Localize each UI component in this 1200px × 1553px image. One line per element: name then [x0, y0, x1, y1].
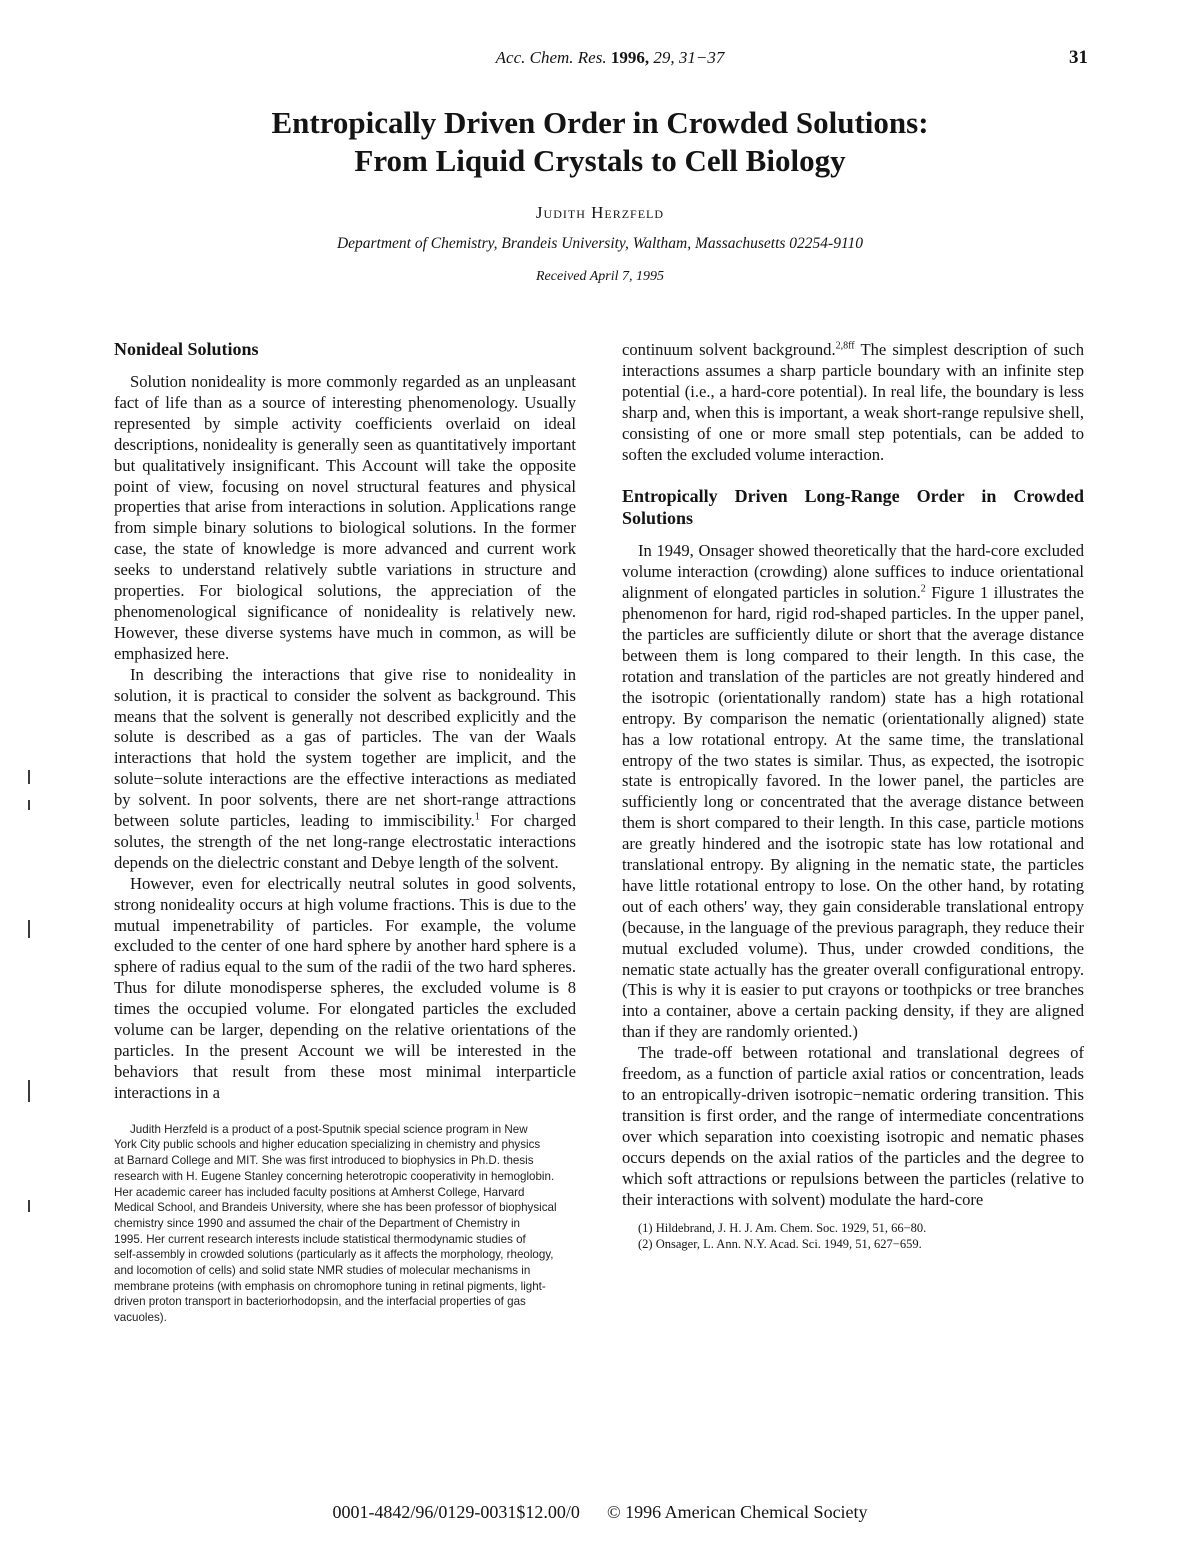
bio-line: membrane proteins (with emphasis on chromophore tuning in retinal pigments, light-: [114, 1279, 546, 1293]
paragraph-excluded-volume: However, even for electrically neutral solutes in good solvents, strong nonideality occurs at high volume fractions. This is due to the mutual impenetrability of particles. For example, the volume excluded to the center of one hard sphere by another hard sphere is a sphere of radius equal to the sum of the radii of the two hard spheres. Thus for dilute monodisperse spheres, the excluded volume is 8 times the occupied volume. For elongated particles the excluded volume can be larger, depending on the relative orientations of the particles. In the present Account we will be interested in the behaviors that result from these most minimal interparticle interactions in a: [114, 873, 576, 1102]
bio-line: chemistry since 1990 and assumed the chair of the Department of Chemistry in: [114, 1216, 520, 1230]
title-line-2: From Liquid Crystals to Cell Biology: [354, 143, 846, 178]
received-date: Received April 7, 1995: [535, 269, 665, 284]
footnote-2: (2) Onsager, L. Ann. N.Y. Acad. Sci. 1949, 51, 627−659.: [638, 1237, 922, 1252]
scan-edge-mark: [28, 1200, 30, 1212]
section-heading-nonideal: Nonideal Solutions: [114, 339, 259, 359]
page-number: 31: [1069, 47, 1088, 68]
paragraph-text: Figure 1 illustrates the phenomenon for hard, rigid rod-shaped particles. In the upper panel, the particles are sufficiently dilute or short that the average distance between them is long compared to their length. In this case, the rotation and translation of the particles are not greatly hindered and the isotropic (orientationally random) state has a high rotational entropy. By comparison the nematic (orientationally aligned) state has a low rotational entropy. At the same time, the translational entropy of the two states is similar. Thus, as expected, the isotropic state is entropically favored. In the lower panel, the particles are sufficiently long or concentrated that the average distance between them is short compared to their length. In this case, particle motions are greatly hindered and the isotropic state has low rotational and translational entropy. By aligning in the nematic state, the particles have little rotational entropy to lose. On the other hand, by rotating out of each others' way, they gain considerable translational entropy (because, in the language of the previous paragraph, they reduce their mutual excluded volume). Thus, under crowded conditions, the nematic state actually has the greater overall configurational entropy. (This is why it is easier to put crayons or toothpicks or tree branches into a container, above a certain packing density, if they are aligned than if they are randomly oriented.): [622, 583, 1084, 1042]
journal-year: 1996,: [610, 48, 650, 67]
footnotes: [622, 1220, 1084, 1252]
paragraph-text: continuum solvent background.: [622, 340, 836, 359]
author-name: Judith Herzfeld: [535, 203, 665, 222]
paragraph-onsager: [622, 541, 1084, 1043]
footnote-1: (1) Hildebrand, J. H. J. Am. Chem. Soc. 1929, 51, 66−80.: [638, 1221, 927, 1236]
bio-line: and locomotion of cells) and solid state NMR studies of molecular mechanisms in: [114, 1264, 531, 1278]
section-heading-long-range-order: Entropically Driven Long-Range Order in Crowded Solutions: [622, 486, 1084, 529]
paragraph-text: In 1949, Onsager showed theoretically that the hard-core excluded volume interaction (crowding) alone suffices to induce orientational alignment of elongated particles in solution.: [622, 541, 1084, 603]
scan-edge-mark: [28, 770, 30, 784]
paragraph-text: The simplest description of such interactions assumes a sharp particle boundary with an infinite step potential (i.e., a hard-core potential). In real life, the boundary is less sharp and, when this is important, a weak short-range repulsive shell, consisting of one or more small step potentials, can be added to soften the excluded volume interaction.: [622, 340, 1084, 464]
journal-volume-pages: 29, 31−37: [653, 48, 725, 67]
bio-line: Her academic career has included faculty positions at Amherst College, Harvard: [114, 1185, 525, 1199]
paragraph-continuum-solvent: [622, 340, 1084, 465]
bio-line: research with H. Eugene Stanley concerning heterotropic cooperativity in hemoglobin.: [114, 1169, 555, 1183]
author-affiliation: Department of Chemistry, Brandeis University, Waltham, Massachusetts 02254-9110: [336, 235, 864, 252]
bio-line: Medical School, and Brandeis University, where she has been professor of biophysical: [114, 1201, 557, 1215]
scan-edge-mark: [28, 1080, 30, 1102]
paragraph-intro: Solution nonideality is more commonly regarded as an unpleasant fact of life than as a source of interesting phenomenology. Usually represented by simple activity coefficients overlaid on ideal descriptions, nonideality is generally seen as quantitatively important but qualitatively insignificant. This Account will take the opposite point of view, focusing on novel structural features and physical properties that arise from interactions in solution. Applications range from simple binary solutions to biological solutions. In the former case, the state of knowledge is more advanced and current work seeks to understand relatively subtle variations in structure and properties. For biological solutions, the appreciation of the phenomenological significance of nonideality is relatively new. However, these diverse systems have much in common, as will be emphasized here.: [114, 372, 576, 663]
copyright-notice: © 1996 American Chemical Society: [606, 1502, 868, 1522]
bio-line: 1995. Her current research interests include statistical thermodynamic studies of: [114, 1232, 526, 1246]
journal-name: Acc. Chem. Res.: [495, 48, 607, 67]
title-line-1: Entropically Driven Order in Crowded Solutions:: [271, 105, 929, 140]
bio-line: York City public schools and higher education specializing in chemistry and physics: [114, 1138, 541, 1152]
bio-line: self-assembly in crowded solutions (particularly as it affects the morphology, rheology,: [114, 1248, 554, 1262]
bio-line: at Barnard College and MIT. She was first introduced to biophysics in Ph.D. thesis: [114, 1154, 534, 1168]
paragraph-text: In describing the interactions that give rise to nonideality in solution, it is practical to consider the solvent as background. This means that the solvent is generally not described explicitly and the solute is described as a gas of particles. The van der Waals interactions that hold the system together are implicit, and the solute−solute interactions are the effective interactions as mediated by solvent. In poor solvents, there are net short-range attractions between solute particles, leading to immiscibility.: [114, 664, 576, 831]
left-column: [114, 338, 576, 1326]
page-footer: [250, 1502, 950, 1523]
scan-edge-mark: [28, 920, 30, 938]
bio-line: driven proton transport in bacteriorhodopsin, and the interfacial properties of gas: [114, 1295, 526, 1309]
author-biography: [114, 1122, 576, 1326]
article-code: 0001-4842/96/0129-0031$12.00/0: [332, 1502, 580, 1522]
article-title: [120, 104, 1080, 180]
right-column: [622, 340, 1084, 1252]
scan-edge-mark: [28, 800, 30, 810]
reference-marker: 2,8ff: [835, 340, 855, 352]
reference-marker: 1: [474, 811, 480, 823]
reference-marker: 2: [920, 583, 926, 595]
paragraph-trade-off: The trade-off between rotational and translational degrees of freedom, as a function of particle axial ratios or concentration, leads to an entropically-driven isotropic−nematic ordering transition. This transition is first order, and the range of intermediate concentrations over which separation into coexisting isotropic and nematic phases occurs depends on the axial ratios of the particles and the degree to which soft attractions or repulsions between the particles (relative to their interactions with solvent) modulate the hard-core: [622, 1043, 1084, 1209]
bio-line: Judith Herzfeld is a product of a post-Sputnik special science program in New: [130, 1122, 528, 1136]
paragraph-solvent-background: [114, 665, 576, 874]
running-head: [400, 48, 820, 68]
paragraph-text: For charged solutes, the strength of the net long-range electrostatic interactions depends on the dielectric constant and Debye length of the solvent.: [114, 811, 577, 872]
bio-line: vacuoles).: [114, 1311, 167, 1325]
